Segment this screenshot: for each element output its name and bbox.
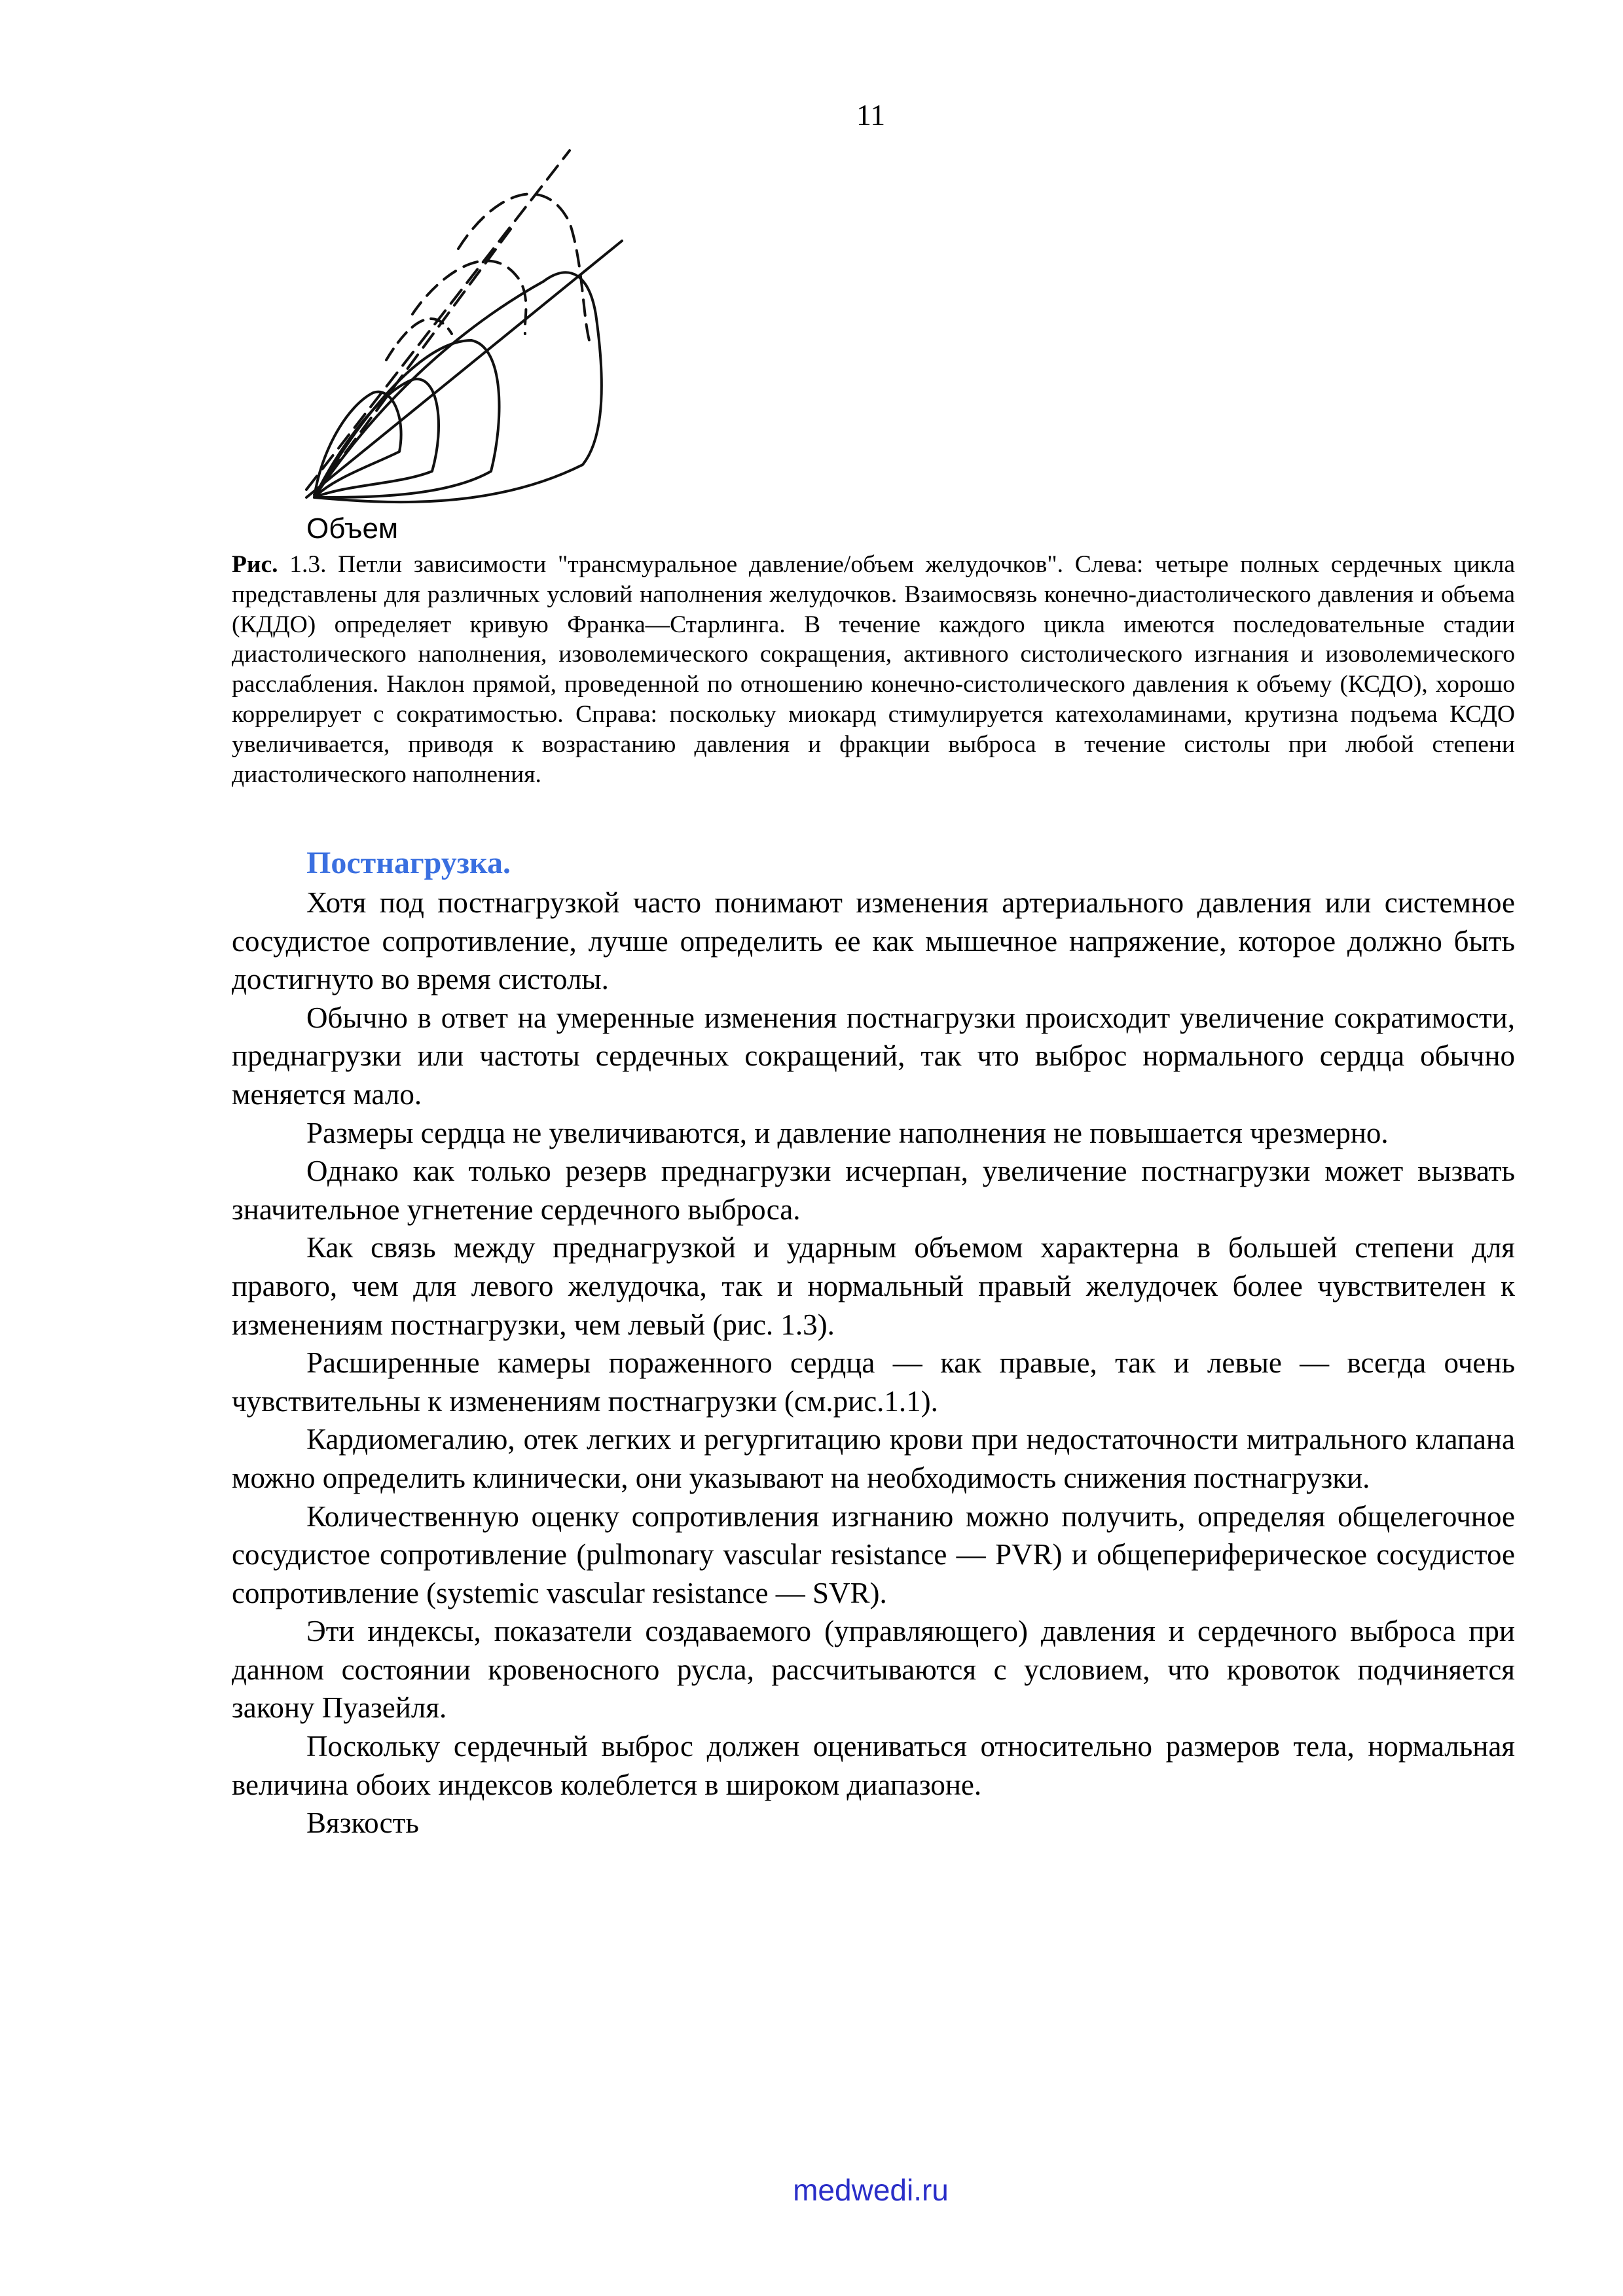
- paragraph: Однако как только резерв преднагрузки исчерпан, увеличение постнагрузки может вызвать значительное угнетение сердечного выброса.: [232, 1155, 1515, 1226]
- pressure-volume-loops-drawing: [295, 144, 648, 511]
- body-text: [232, 884, 1515, 1842]
- page-number: 11: [856, 98, 886, 132]
- paragraph: Хотя под постнагрузкой часто понимают изменения артериального давления или системное сосудистое сопротивление, лучше определить ее как мышечное напряжение, которое должно быть достигнуто во время систолы.: [232, 886, 1515, 996]
- caption-text: 1.3. Петли зависимости "трансмуральное давление/объем желудочков". Слева: четыре полных сердечных цикла представлены для различных условий наполнения желудочков. Взаимосвязь конечно-диастолического давления и объема (КДДО) определяет кривую Франка—Старлинга. В течение каждого цикла имеются последовательные стадии диастолического наполнения, изоволемического сокращения, активного систолического изгнания и изоволемического расслабления. Наклон прямой, проведенной по отношению конечно-систолического давления к объему (КСДО), хорошо коррелирует с сократимостью. Справа: поскольку миокард стимулируется катехоламинами, крутизна подъема КСДО увеличивается, приводя к возрастанию давления и фракции выброса в течение систолы при любой степени диастолического наполнения.: [232, 551, 1515, 788]
- paragraph: Как связь между преднагрузкой и ударным объемом характерна в большей степени для правого, чем для левого желудочка, так и нормальный правый желудочек более чувствителен к изменениям постнагрузки, чем левый (рис. 1.3).: [232, 1231, 1515, 1341]
- espvr-line: [306, 241, 622, 497]
- figure-caption: [232, 550, 1515, 789]
- caption-label: Рис.: [232, 551, 278, 578]
- paragraph: Количественную оценку сопротивления изгнанию можно получить, определяя общелегочное сосудистое сопротивление (pulmonary vascular resistance — PVR) и общепериферическое сосудистое сопротивление (systemic vascular resistance — SVR).: [232, 1499, 1515, 1609]
- paragraph: Эти индексы, показатели создаваемого (управляющего) давления и сердечного выброса при данном состоянии кровеносного русла, рассчитываются с условием, что кровоток подчиняется закону Пуазейля.: [232, 1615, 1515, 1725]
- footer-site-link[interactable]: medwedi.ru: [793, 2173, 949, 2207]
- pressure-volume-loops-figure: [295, 144, 648, 511]
- paragraph: Кардиомегалию, отек легких и регургитацию крови при недостаточности митрального клапана можно определить клинически, они указывают на необходимость снижения постнагрузки.: [232, 1423, 1515, 1494]
- volume-axis-label: Объем: [306, 512, 399, 545]
- paragraph: Размеры сердца не увеличиваются, и давление наполнения не повышается чрезмерно.: [306, 1116, 1389, 1149]
- paragraph: Расширенные камеры пораженного сердца — как правые, так и левые — всегда очень чувствительны к изменениям постнагрузки (см.рис.1.1).: [232, 1346, 1515, 1418]
- dashed-loop-medium: [412, 260, 526, 334]
- section-heading: Постнагрузка.: [306, 846, 511, 880]
- dashed-loop-large: [458, 194, 589, 340]
- paragraph: Обычно в ответ на умеренные изменения постнагрузки происходит увеличение сократимости, преднагрузки или частоты сердечных сокращений, так что выброс нормального сердца обычно меняется мало.: [232, 1001, 1515, 1111]
- paragraph: Вязкость: [306, 1806, 419, 1840]
- paragraph: Поскольку сердечный выброс должен оцениваться относительно размеров тела, нормальная величина обоих индексов колеблется в широком диапазоне.: [232, 1730, 1515, 1801]
- solid-loop-4: [314, 272, 602, 502]
